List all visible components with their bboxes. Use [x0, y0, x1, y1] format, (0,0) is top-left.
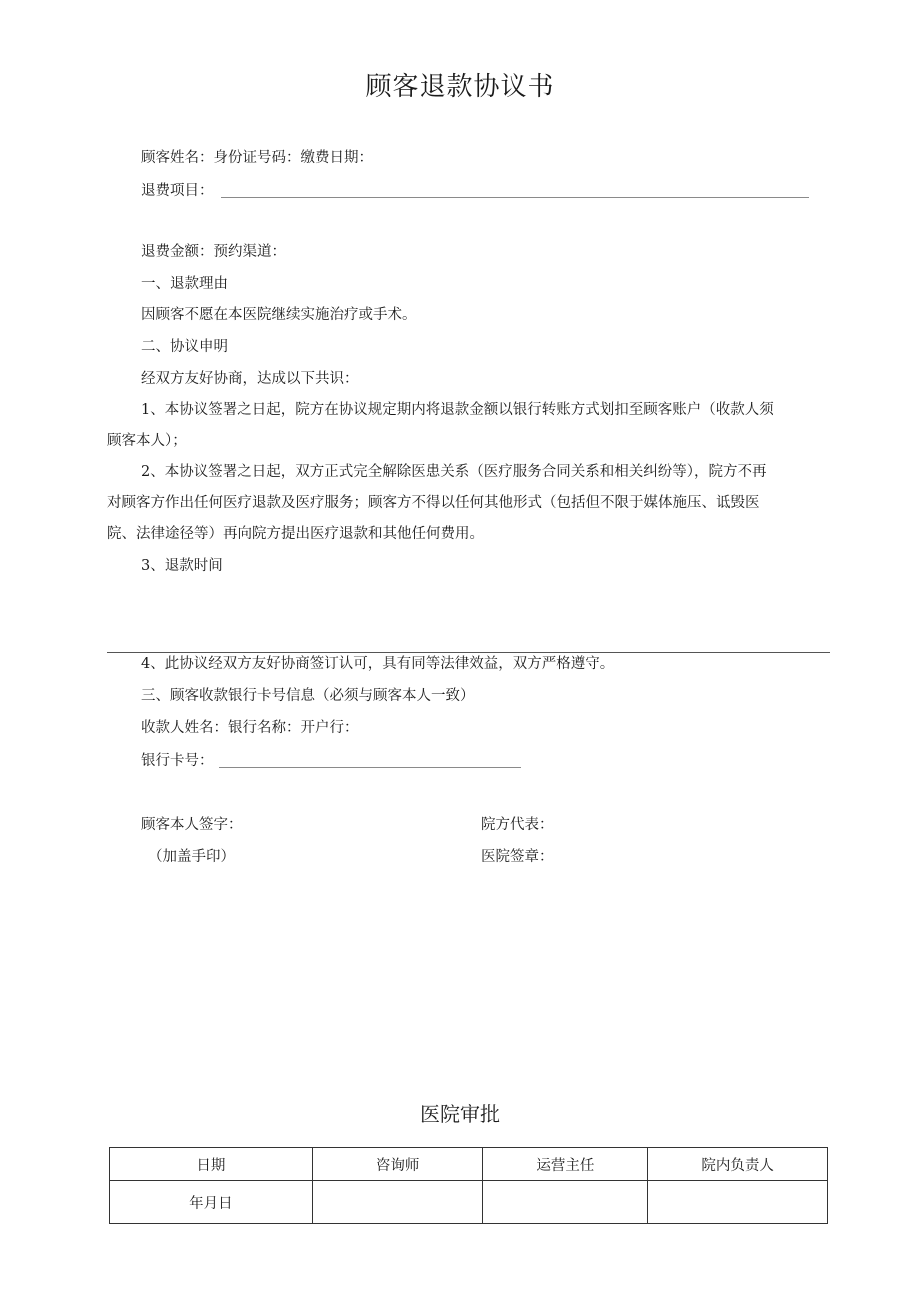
approval-table	[109, 1147, 828, 1224]
customer-signature-label: 顾客本人签字：	[141, 817, 243, 833]
approval-title: 医院审批	[420, 1102, 500, 1126]
clause-2-line-1: 2、本协议签署之日起，双方正式完全解除医患关系（医疗服务合同关系和相关纠纷等），院方不再	[141, 464, 767, 480]
clause-3: 3、退款时间	[141, 558, 223, 574]
card-number-label: 银行卡号：	[141, 753, 214, 769]
header-hospital-head: 院内负责人	[648, 1148, 828, 1181]
clause-2-line-3: 院、法律途径等）再向院方提出医疗退款和其他任何费用。	[107, 526, 484, 542]
header-consultant: 咨询师	[312, 1148, 483, 1181]
cell-date[interactable]: 年月日	[110, 1181, 313, 1224]
card-number-field[interactable]	[219, 767, 521, 768]
hospital-rep-label: 院方代表：	[481, 817, 554, 833]
header-ops-director: 运营主任	[483, 1148, 648, 1181]
fingerprint-note: （加盖手印）	[148, 849, 235, 865]
amount-channel-line: 退费金额：预约渠道：	[141, 244, 286, 260]
section-2-heading: 二、协议申明	[141, 339, 228, 355]
payee-info-line: 收款人姓名：银行名称：开户行：	[141, 720, 359, 736]
section-3-heading: 三、顾客收款银行卡号信息（必须与顾客本人一致）	[141, 688, 475, 704]
clause-4: 4、此协议经双方友好协商签订认可，具有同等法律效益，双方严格遵守。	[141, 656, 615, 672]
customer-info-line: 顾客姓名：身份证号码：缴费日期：	[141, 150, 373, 166]
refund-item-label: 退费项目：	[141, 183, 214, 199]
clause-1-line-1: 1、本协议签署之日起，院方在协议规定期内将退款金额以银行转账方式划扣至顾客账户（收款人须	[141, 402, 774, 418]
section-1-text: 因顾客不愿在本医院继续实施治疗或手术。	[141, 307, 417, 323]
approval-header-row	[110, 1148, 828, 1181]
cell-ops-director[interactable]	[483, 1181, 648, 1224]
approval-row	[110, 1181, 828, 1224]
refund-item-field[interactable]	[221, 197, 809, 198]
section-1-heading: 一、退款理由	[141, 276, 228, 292]
hospital-seal-label: 医院签章：	[481, 849, 554, 865]
clause-2-line-2: 对顾客方作出任何医疗退款及医疗服务；顾客方不得以任何其他形式（包括但不限于媒体施压、诋毁医	[107, 495, 760, 511]
clause-1-line-2: 顾客本人）；	[107, 433, 187, 449]
cell-hospital-head[interactable]	[648, 1181, 828, 1224]
section-2-intro: 经双方友好协商，达成以下共识：	[141, 371, 359, 387]
cell-consultant[interactable]	[312, 1181, 483, 1224]
header-date: 日期	[110, 1148, 313, 1181]
document-title: 顾客退款协议书	[365, 72, 555, 102]
